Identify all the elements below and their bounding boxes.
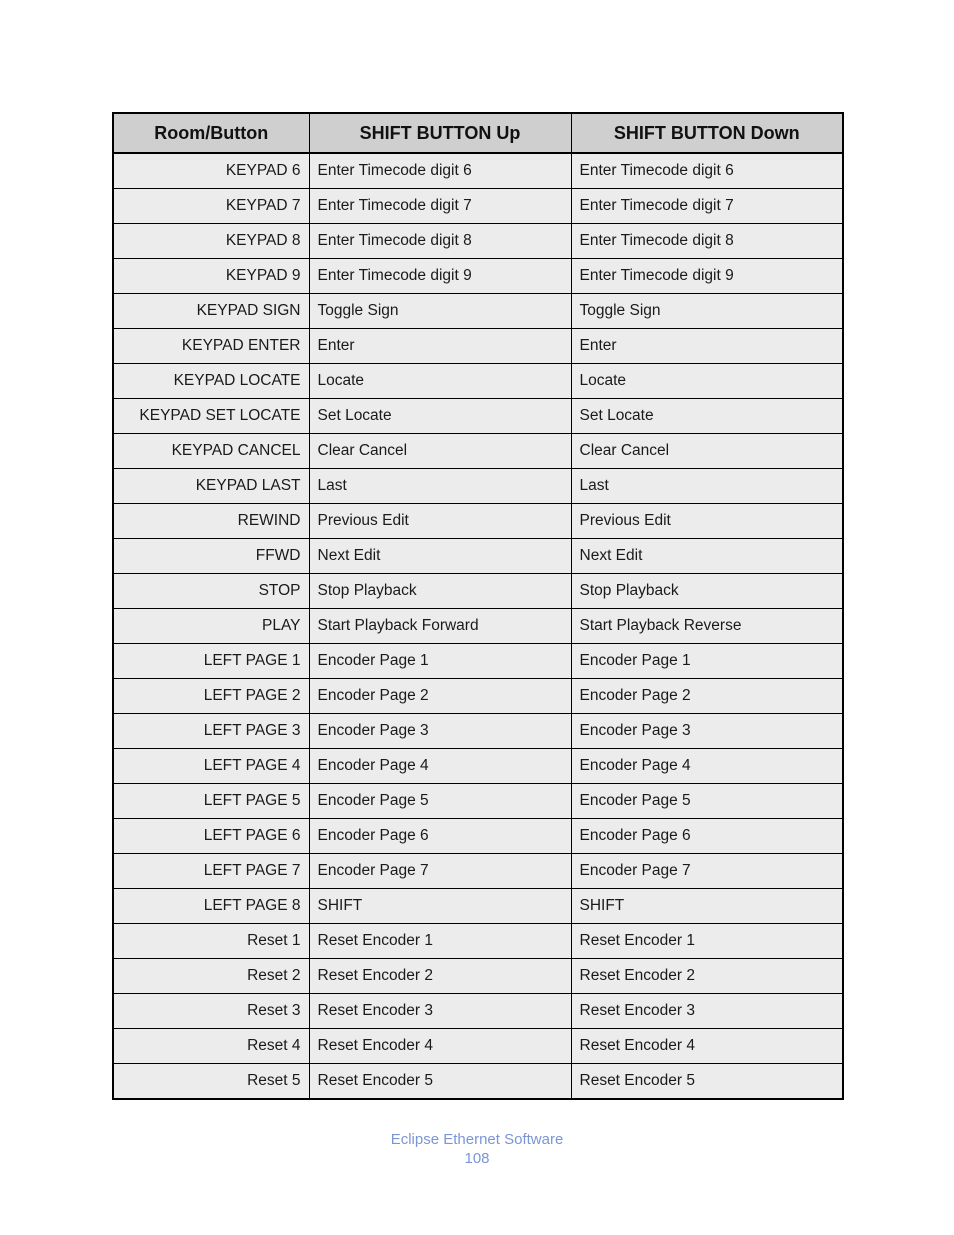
cell-room-button: PLAY [113, 609, 309, 644]
cell-shift-up: Enter Timecode digit 7 [309, 189, 571, 224]
cell-shift-up: Encoder Page 6 [309, 819, 571, 854]
cell-room-button: KEYPAD LOCATE [113, 364, 309, 399]
cell-room-button: LEFT PAGE 2 [113, 679, 309, 714]
cell-shift-up: Set Locate [309, 399, 571, 434]
table-row [113, 1029, 843, 1064]
cell-shift-up: Encoder Page 7 [309, 854, 571, 889]
cell-room-button: KEYPAD LAST [113, 469, 309, 504]
cell-room-button: Reset 3 [113, 994, 309, 1029]
table-row [113, 749, 843, 784]
cell-room-button: KEYPAD ENTER [113, 329, 309, 364]
cell-room-button: KEYPAD SET LOCATE [113, 399, 309, 434]
cell-shift-down: Enter Timecode digit 6 [571, 153, 843, 189]
table-row [113, 574, 843, 609]
table-row [113, 469, 843, 504]
header-room-button: Room/Button [113, 113, 309, 153]
cell-room-button: KEYPAD CANCEL [113, 434, 309, 469]
cell-shift-up: Next Edit [309, 539, 571, 574]
cell-shift-up: Previous Edit [309, 504, 571, 539]
cell-shift-up: Reset Encoder 5 [309, 1064, 571, 1100]
cell-shift-down: Enter Timecode digit 8 [571, 224, 843, 259]
shift-button-table [112, 112, 844, 1100]
cell-room-button: LEFT PAGE 5 [113, 784, 309, 819]
table-row [113, 679, 843, 714]
table-row [113, 294, 843, 329]
header-row [113, 113, 843, 153]
cell-shift-down: Encoder Page 2 [571, 679, 843, 714]
cell-shift-up: Reset Encoder 3 [309, 994, 571, 1029]
table-row [113, 364, 843, 399]
cell-shift-up: Clear Cancel [309, 434, 571, 469]
cell-shift-down: Enter Timecode digit 7 [571, 189, 843, 224]
cell-shift-down: Toggle Sign [571, 294, 843, 329]
table-row [113, 259, 843, 294]
cell-shift-up: Start Playback Forward [309, 609, 571, 644]
cell-shift-up: Encoder Page 4 [309, 749, 571, 784]
cell-room-button: Reset 4 [113, 1029, 309, 1064]
cell-shift-down: Encoder Page 4 [571, 749, 843, 784]
cell-room-button: LEFT PAGE 7 [113, 854, 309, 889]
cell-shift-down: Next Edit [571, 539, 843, 574]
cell-shift-down: Encoder Page 6 [571, 819, 843, 854]
cell-shift-down: Encoder Page 1 [571, 644, 843, 679]
table-row [113, 714, 843, 749]
cell-shift-down: Reset Encoder 1 [571, 924, 843, 959]
cell-shift-up: Reset Encoder 1 [309, 924, 571, 959]
cell-shift-up: Enter Timecode digit 6 [309, 153, 571, 189]
table-row [113, 609, 843, 644]
cell-room-button: Reset 1 [113, 924, 309, 959]
cell-shift-up: Encoder Page 3 [309, 714, 571, 749]
cell-shift-down: Reset Encoder 2 [571, 959, 843, 994]
table-row [113, 189, 843, 224]
cell-room-button: KEYPAD 9 [113, 259, 309, 294]
cell-room-button: KEYPAD SIGN [113, 294, 309, 329]
table-row [113, 644, 843, 679]
table-row [113, 994, 843, 1029]
cell-shift-down: Last [571, 469, 843, 504]
cell-shift-down: Stop Playback [571, 574, 843, 609]
cell-shift-down: Enter [571, 329, 843, 364]
table-row [113, 784, 843, 819]
cell-shift-down: Reset Encoder 4 [571, 1029, 843, 1064]
cell-shift-down: Start Playback Reverse [571, 609, 843, 644]
cell-shift-down: Encoder Page 5 [571, 784, 843, 819]
cell-shift-up: Enter Timecode digit 9 [309, 259, 571, 294]
cell-room-button: KEYPAD 8 [113, 224, 309, 259]
cell-shift-up: Encoder Page 2 [309, 679, 571, 714]
page-footer [0, 1130, 954, 1168]
cell-shift-down: Reset Encoder 5 [571, 1064, 843, 1100]
cell-shift-up: Enter [309, 329, 571, 364]
cell-room-button: REWIND [113, 504, 309, 539]
table-row [113, 399, 843, 434]
cell-shift-up: Reset Encoder 4 [309, 1029, 571, 1064]
cell-room-button: LEFT PAGE 3 [113, 714, 309, 749]
cell-room-button: LEFT PAGE 1 [113, 644, 309, 679]
table-header [113, 113, 843, 153]
cell-shift-down: Enter Timecode digit 9 [571, 259, 843, 294]
cell-room-button: Reset 5 [113, 1064, 309, 1100]
cell-shift-down: SHIFT [571, 889, 843, 924]
cell-shift-up: Stop Playback [309, 574, 571, 609]
cell-shift-up: Enter Timecode digit 8 [309, 224, 571, 259]
table-row [113, 924, 843, 959]
table-row [113, 854, 843, 889]
table-row [113, 539, 843, 574]
cell-shift-down: Set Locate [571, 399, 843, 434]
footer-title: Eclipse Ethernet Software [390, 1131, 564, 1148]
header-shift-down: SHIFT BUTTON Down [571, 113, 843, 153]
cell-shift-down: Clear Cancel [571, 434, 843, 469]
cell-room-button: LEFT PAGE 6 [113, 819, 309, 854]
cell-room-button: LEFT PAGE 4 [113, 749, 309, 784]
cell-shift-up: Toggle Sign [309, 294, 571, 329]
header-shift-up: SHIFT BUTTON Up [309, 113, 571, 153]
table-row [113, 224, 843, 259]
table-row [113, 959, 843, 994]
cell-shift-down: Previous Edit [571, 504, 843, 539]
table-row [113, 819, 843, 854]
cell-shift-up: Encoder Page 5 [309, 784, 571, 819]
table-row [113, 153, 843, 189]
cell-shift-down: Encoder Page 7 [571, 854, 843, 889]
table-row [113, 329, 843, 364]
cell-shift-up: Locate [309, 364, 571, 399]
table-row [113, 889, 843, 924]
cell-shift-up: Encoder Page 1 [309, 644, 571, 679]
cell-room-button: LEFT PAGE 8 [113, 889, 309, 924]
table-body [113, 153, 843, 1099]
table-row [113, 434, 843, 469]
table-row [113, 1064, 843, 1100]
cell-room-button: KEYPAD 6 [113, 153, 309, 189]
page-number: 108 [464, 1150, 490, 1167]
cell-shift-up: Reset Encoder 2 [309, 959, 571, 994]
cell-shift-down: Reset Encoder 3 [571, 994, 843, 1029]
table-row [113, 504, 843, 539]
cell-shift-up: SHIFT [309, 889, 571, 924]
cell-room-button: Reset 2 [113, 959, 309, 994]
cell-room-button: KEYPAD 7 [113, 189, 309, 224]
cell-room-button: STOP [113, 574, 309, 609]
cell-shift-up: Last [309, 469, 571, 504]
cell-room-button: FFWD [113, 539, 309, 574]
cell-shift-down: Encoder Page 3 [571, 714, 843, 749]
cell-shift-down: Locate [571, 364, 843, 399]
